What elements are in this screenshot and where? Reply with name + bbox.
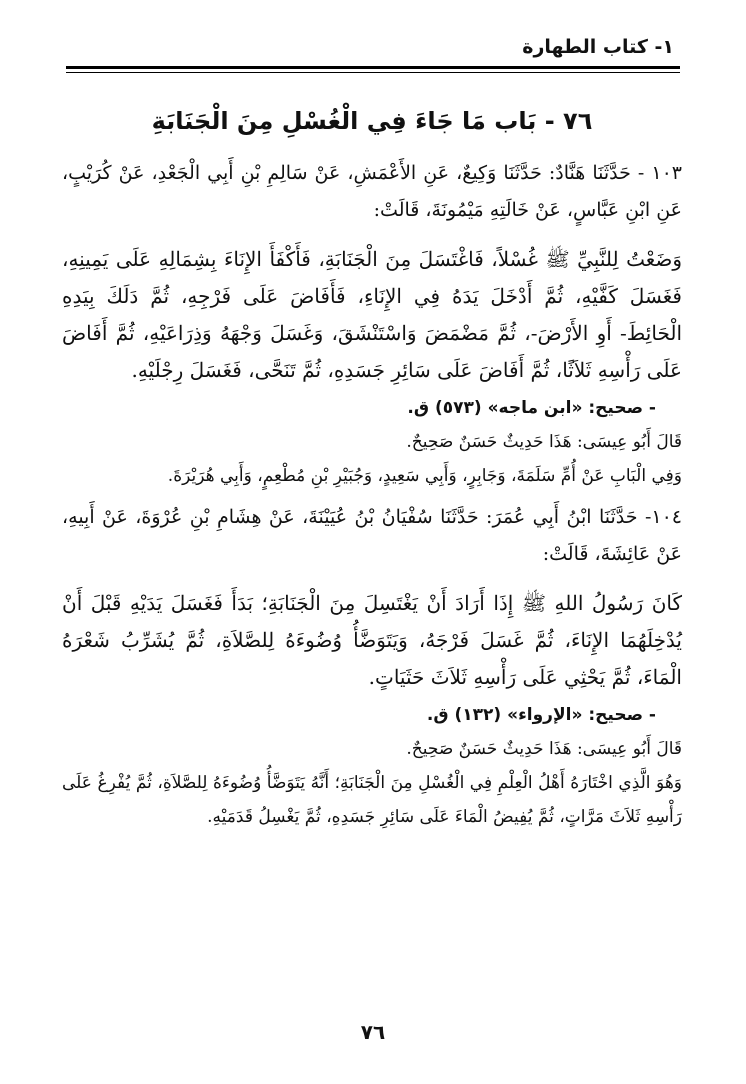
header-rule-thin	[66, 72, 680, 73]
chapter-title: ٧٦ - بَاب مَا جَاءَ فِي الْغُسْلِ مِنَ الْجَنَابَةِ	[151, 107, 593, 135]
hadith-103-related: وَفِي الْبَابِ عَنْ أُمِّ سَلَمَةَ، وَجَابِرٍ، وَأَبِي سَعِيدٍ، وَجُبَيْرِ بْنِ مُطْعِمٍ، وَأَبِي هُرَيْرَةَ.	[167, 466, 682, 487]
hadith-104-matn: كَانَ رَسُولُ اللهِ ﷺ إِذَا أَرَادَ أَنْ يَغْتَسِلَ مِنَ الْجَنَابَةِ؛ بَدَأَ فَغَسَلَ يَدَيْهِ قَبْلَ أَنْ يُدْخِلَهُمَا الإِنَاءَ، ثُمَّ غَسَلَ فَرْجَهُ، وَيَتَوَضَّأُ وُضُوءَهُ لِلصَّلاَةِ، ثُمَّ يُشَرِّبُ شَعْرَهُ الْمَاءَ، ثُمَّ يَحْثِي عَلَى رَأْسِهِ ثَلاَثَ حَثَيَاتٍ.	[62, 591, 682, 690]
hadith-104-comment: قَالَ أَبُو عِيسَى: هَذَا حَدِيثٌ حَسَنٌ صَحِيحٌ.	[406, 739, 682, 760]
running-header: ١- كتاب الطهارة	[522, 36, 674, 58]
hadith-104-isnad: ١٠٤- حَدَّثَنَا ابْنُ أَبِي عُمَرَ: حَدَّثَنَا سُفْيَانُ بْنُ عُيَيْنَةَ، عَنْ هِشَامِ بْنِ عُرْوَةَ، عَنْ أَبِيهِ، عَنْ عَائِشَةَ، قَالَتْ:	[62, 506, 682, 566]
hadith-104-grade: - صحيح: «الإرواء» (١٣٢) ق.	[426, 705, 656, 726]
hadith-103-comment: قَالَ أَبُو عِيسَى: هَذَا حَدِيثٌ حَسَنٌ صَحِيحٌ.	[406, 432, 682, 453]
header-rule-thick	[66, 66, 680, 69]
hadith-103-isnad: ١٠٣ - حَدَّثَنَا هَنَّادٌ: حَدَّثَنَا وَكِيعٌ، عَنِ الأَعْمَشِ، عَنْ سَالِمِ بْنِ أَبِي الْجَعْدِ، عَنْ كُرَيْبٍ، عَنِ ابْنِ عَبَّاسٍ، عَنْ خَالَتِهِ مَيْمُونَةَ، قَالَتْ:	[62, 162, 682, 222]
hadith-103-grade: - صحيح: «ابن ماجه» (٥٧٣) ق.	[407, 398, 656, 419]
hadith-103-matn: وَضَعْتُ لِلنَّبِيِّ ﷺ غُسْلاً، فَاغْتَسَلَ مِنَ الْجَنَابَةِ، فَأَكْفَأَ الإِنَاءَ بِشِمَالِهِ عَلَى يَمِينِهِ، فَغَسَلَ كَفَّيْهِ، ثُمَّ أَدْخَلَ يَدَهُ فِي الإِنَاءِ، فَأَفَاضَ عَلَى فَرْجِهِ، ثُمَّ دَلَكَ بِيَدِهِ الْحَائِطَ- أَوِ الأَرْضَ-، ثُمَّ مَضْمَضَ وَاسْتَنْشَقَ، وَغَسَلَ وَجْهَهُ وَذِرَاعَيْهِ، ثُمَّ أَفَاضَ عَلَى رَأْسِهِ ثَلاَثًا، ثُمَّ أَفَاضَ عَلَى سَائِرِ جَسَدِهِ، ثُمَّ تَنَحَّى، فَغَسَلَ رِجْلَيْهِ.	[62, 247, 682, 383]
hadith-104-note: وَهُوَ الَّذِي اخْتَارَهُ أَهْلُ الْعِلْمِ فِي الْغُسْلِ مِنَ الْجَنَابَةِ؛ أَنَّهُ يَتَوَضَّأُ وُضُوءَهُ لِلصَّلاَةِ، ثُمَّ يُفْرِغُ عَلَى رَأْسِهِ ثَلاَثَ مَرَّاتٍ، ثُمَّ يُفِيضُ الْمَاءَ عَلَى سَائِرِ جَسَدِهِ، ثُمَّ يَغْسِلُ قَدَمَيْهِ.	[62, 773, 682, 828]
page-content	[62, 106, 682, 834]
page-number: ٧٦	[360, 1020, 386, 1044]
